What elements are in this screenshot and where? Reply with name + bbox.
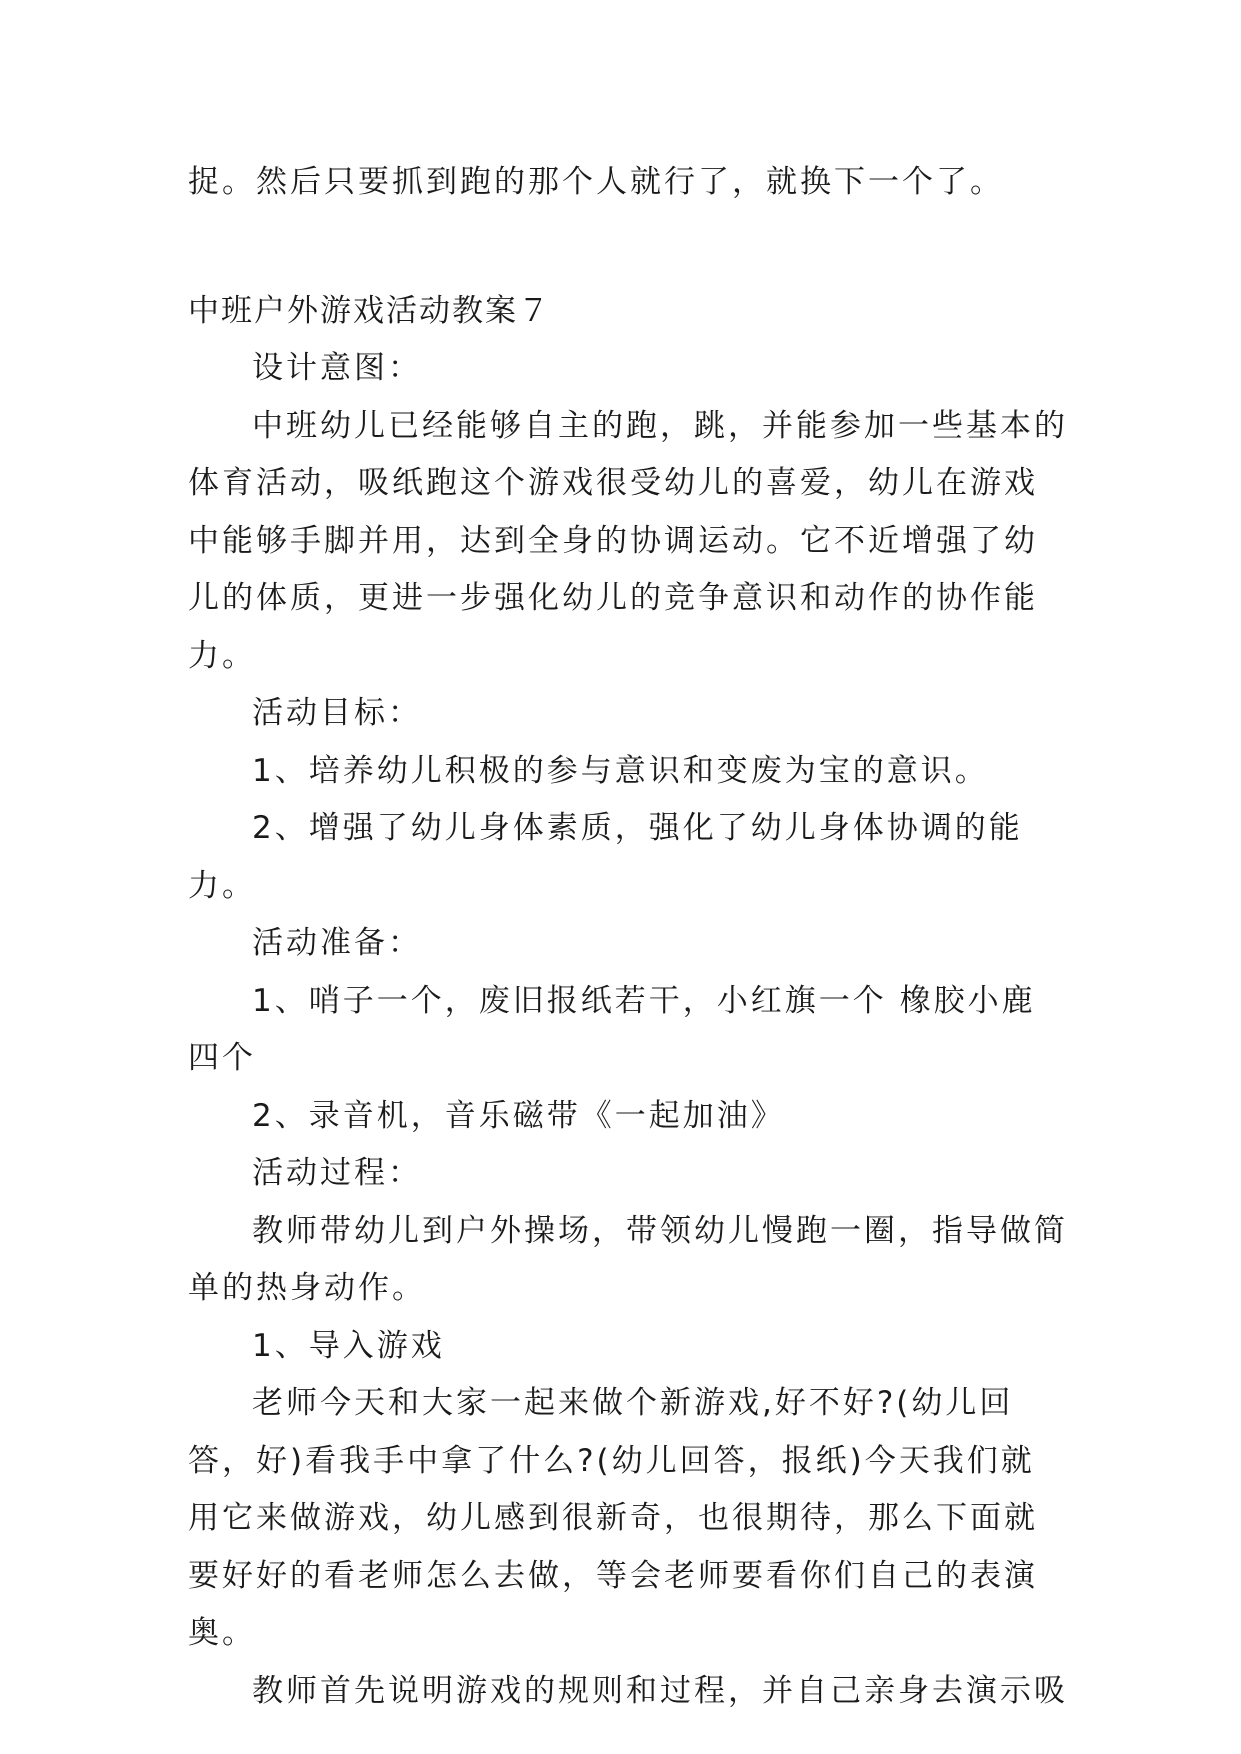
- paragraph-heading-goals: 活动目标：: [252, 695, 422, 731]
- paragraph-intro-dialog: 老师今天和大家一起来做个新游戏,好不好?(幼儿回答，好)看我手中拿了什么?(幼儿回答，报纸)今天我们就用它来做游戏，幼儿感到很新奇，也很期待，那么下面就要好好的看老师怎么去做，等会老师要看你们自己的表演奥。: [188, 1385, 1038, 1651]
- paragraph-preparation-1: 1、哨子一个，废旧报纸若干，小红旗一个 橡胶小鹿四个: [188, 982, 1036, 1076]
- paragraph-heading-preparation: 活动准备：: [252, 925, 422, 961]
- paragraph-heading-design-intent: 设计意图：: [252, 350, 422, 386]
- paragraph-rules: 教师首先说明游戏的规则和过程，并自己亲身去演示吸: [252, 1672, 1068, 1709]
- paragraph-preparation-2: 2、录音机，音乐磁带《一起加油》: [252, 1097, 785, 1134]
- paragraph-warmup: 教师带幼儿到户外操场，带领幼儿慢跑一圈，指导做简单的热身动作。: [188, 1212, 1068, 1306]
- document-body: [188, 154, 1068, 1720]
- paragraph-goal-1: 1、培养幼儿积极的参与意识和变废为宝的意识。: [252, 752, 989, 789]
- paragraph-step-1: 1、导入游戏: [252, 1327, 445, 1364]
- paragraph-goal-2: 2、增强了幼儿身体素质，强化了幼儿身体协调的能力。: [188, 810, 1023, 904]
- section-title: 中班户外游戏活动教案７: [188, 292, 551, 329]
- paragraph-heading-process: 活动过程：: [252, 1155, 422, 1191]
- paragraph-design-intent: 中班幼儿已经能够自主的跑，跳，并能参加一些基本的体育活动，吸纸跑这个游戏很受幼儿的喜爱，幼儿在游戏中能够手脚并用，达到全身的协调运动。它不近增强了幼儿的体质，更进一步强化幼儿的竞争意识和动作的协作能力。: [188, 407, 1068, 674]
- paragraph-continuation: 捉。然后只要抓到跑的那个人就行了，就换下一个了。: [188, 164, 1004, 200]
- paragraph-gap: [188, 212, 1068, 283]
